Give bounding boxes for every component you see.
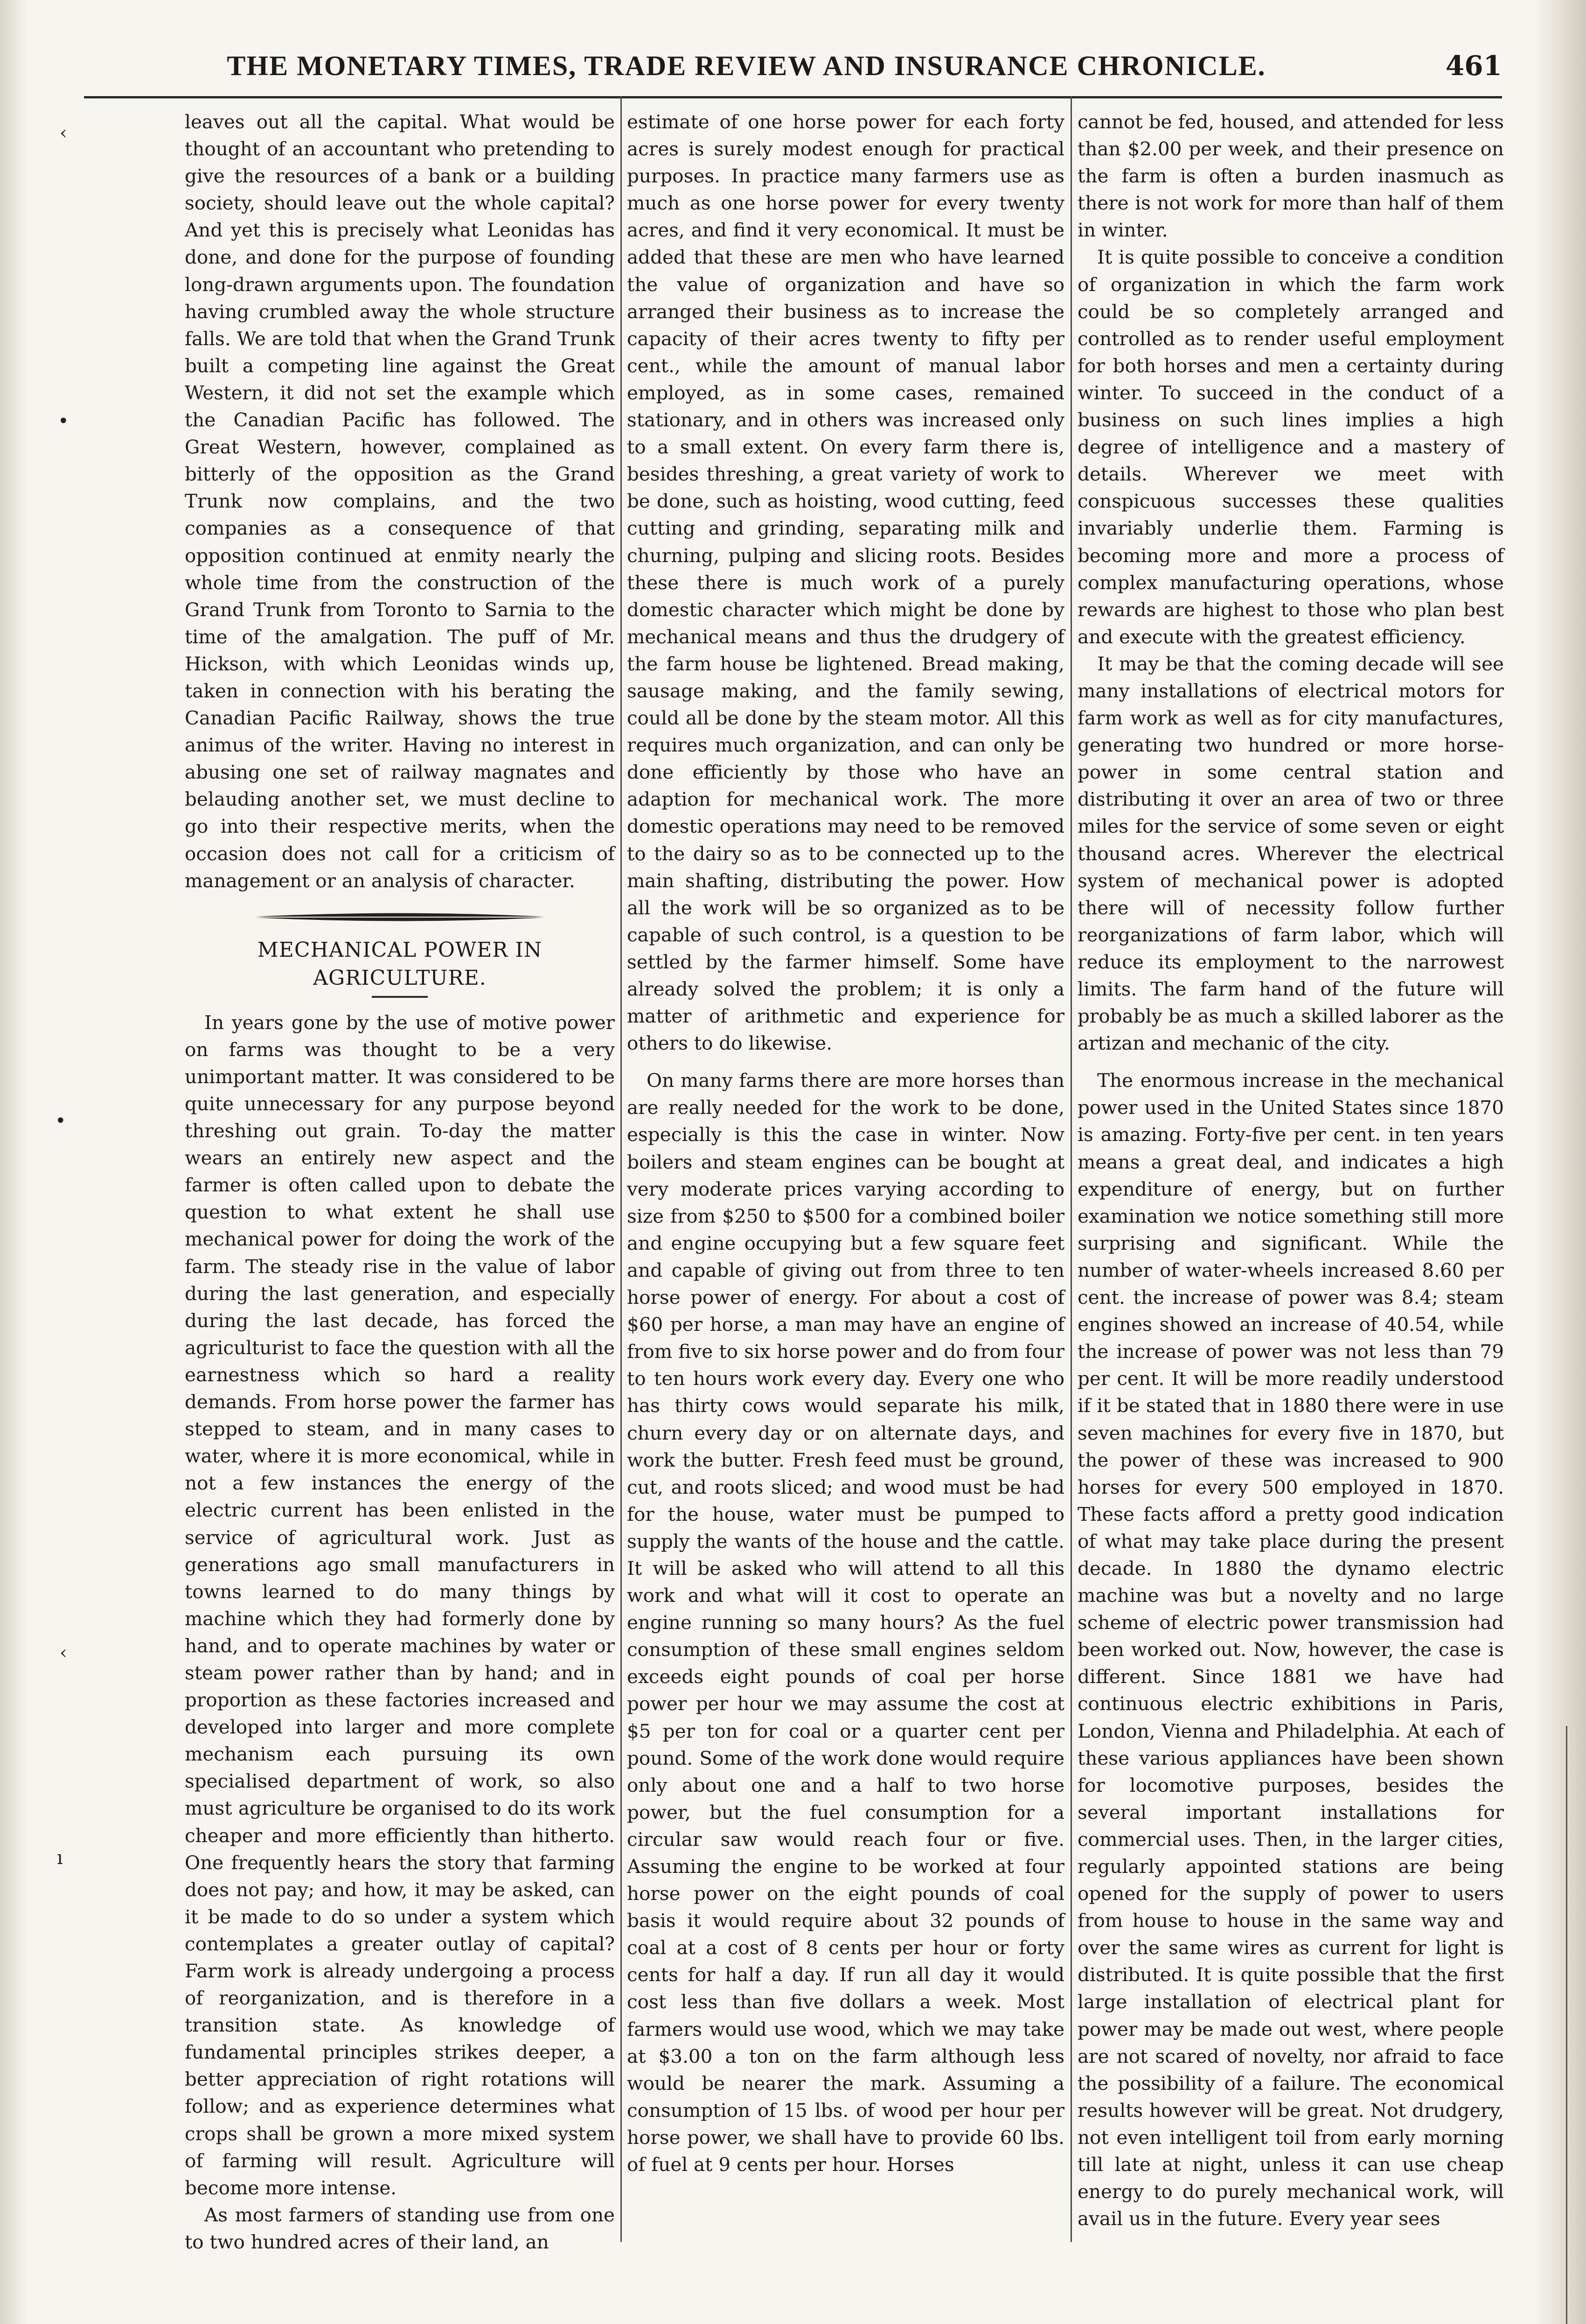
margin-tick: ‹ <box>60 122 67 144</box>
column-rule <box>1071 96 1072 2242</box>
heading-rule <box>372 996 428 998</box>
page-number: 461 <box>1445 50 1502 82</box>
page-binding-shadow <box>0 0 28 2324</box>
paragraph: As most farmers of standing use from one to two hundred acres of their land, an <box>185 2203 615 2253</box>
page-edge-line <box>1566 1726 1567 2324</box>
margin-tick: ‹ <box>60 1642 67 1663</box>
paragraph: It is quite possible to conceive a condition of organization in which the farm work could be so completely arranged and controlled as to render useful employment for both horses and men a certainty during winter. To succeed in the conduct of a business on such lines implies a high degree of intelligence and a mastery of details. Wherever we meet with conspicuous successes these qualities invariably underlie them. Farming is becoming more and more a process of complex manufacturing operations, whose rewards are highest to those who plan best and execute with the greatest efficiency. <box>1078 246 1504 648</box>
paragraph: It may be that the coming decade will see many installations of electrical motors for farm work as well as for city manufactures, generating two hundred or more horse-power in some central station and distributing it over an area of two or three miles for the service of some seven or eight thousand acres. Wherever the electrical system of mechanical power is adopted there will of necessity follow further reorganizations of farm labor, which will reduce its employment to the narrowest limits. The farm hand of the future will probably be as much a skilled laborer as the artizan and mechanic of the city. <box>1078 652 1504 1055</box>
margin-tick: ı <box>57 1847 63 1869</box>
margin-dot: • <box>58 411 69 432</box>
paragraph: In years gone by the use of motive power on farms was thought to be a very unimportant matter. It was considered to be quite unnecessary for any purpose beyond threshing out grain. To-day the matter wears an entirely new aspect and the farmer is often called upon to debate the question to what extent he shall use mechanical power for doing the work of the farm. The steady rise in the value of labor during the last generation, and especially during the last decade, has forced the agriculturist to face the question with all the earnestness which so hard a reality demands. From horse power the farmer has stepped to steam, and in many cases to water, where it is more economical, while in not a few instances the energy of the electric current has been enlisted in the service of agricultural work. Just as generations ago small manufacturers in towns learned to do many things by machine which they had formerly done by hand, and to operate machines by water or steam power rather than by hand; and in proportion as these factories increased and developed into larger and more complete mechanism each pursuing its own specialised department of work, so also must agriculture be organised to do its work cheaper and more efficiently than hitherto. One frequently hears the story that farming does not pay; and how, it may be asked, can it be made to do so under a system which contemplates a greater outlay of capital? Farm work is already undergoing a process of reorganization, and is therefore in a transition state. As knowledge of fundamental principles strikes deeper, a better appreciation of right rotations will follow; and as experience determines what crops shall be grown a more mixed system of farming will result. Agriculture will become more intense. <box>185 1011 615 2199</box>
paragraph: cannot be fed, housed, and attended for less than $2.00 per week, and their presence on the farm is often a burden inasmuch as there is not work for more than half of them in winter. <box>1078 111 1504 242</box>
paragraph: The enormous increase in the mechanical power used in the United States since 1870 is amazing. Forty-five per cent. in ten years means a great deal, and indicates a high expenditure of energy, but on further examination we notice something still more surprising and significant. While the number of water-wheels increased 8.60 per cent. the increase of power was 8.4; steam engines showed an increase of 40.54, while the increase of power was not less than 79 per cent. It will be more readily understood if it be stated that in 1880 there were in use seven machines for every five in 1870, but the power of these was increased to 900 horses for every 500 employed in 1870. These facts afford a pretty good indication of what may take place during the present decade. In 1880 the dynamo electric machine was but a novelty and no large scheme of electric power transmission had been worked out. Now, however, the case is different. Since 1881 we have had continuous electric exhibitions in Paris, London, Vienna and Philadelphia. At each of these various appliances have been shown for locomotive purposes, besides the several important installations for commercial uses. Then, in the larger cities, regularly appointed stations are being opened for the supply of power to users from house to house in the same way and over the same wires as current for light is distributed. It is quite possible that the first large installation of electrical plant for power may be made out west, where people are not scared of novelty, nor afraid to face the possibility of a failure. The economical results however will be great. Not drudgery, not even intelligent toil from early morning till late at night, unless it can use cheap energy to do purely mechanical work, will avail us in the future. Every year sees <box>1078 1069 1504 2230</box>
column-3 <box>1078 108 1504 2232</box>
column-2 <box>627 108 1064 2178</box>
page-edge-shadow <box>1535 0 1586 2324</box>
page-header <box>84 40 1502 98</box>
margin-dot: • <box>55 1110 66 1132</box>
running-title: THE MONETARY TIMES, TRADE REVIEW AND INSURANCE CHRONICLE. <box>227 50 1266 81</box>
paragraph: On many farms there are more horses than are really needed for the work to be done, especially is this the case in winter. Now boilers and steam engines can be bought at very moderate prices varying according to size from $250 to $500 for a combined boiler and engine occupying but a few square feet and capable of giving out from three to ten horse power of energy. For about a cost of $60 per horse, a man may have an engine of from five to six horse power and do from four to ten hours work every day. Every one who has thirty cows would separate his milk, churn every day or on alternate days, and work the butter. Fresh feed must be ground, cut, and roots sliced; and wood must be had for the house, water must be pumped to supply the wants of the house and the cattle. It will be asked who will attend to all this work and what will it cost to operate an engine running so many hours? As the fuel consumption of these small engines seldom exceeds eight pounds of coal per horse power per hour we may assume the cost at $5 per ton for coal or a quarter cent per pound. Some of the work done would require only about one and a half to two horse power, but the fuel consumption for a circular saw would reach four or five. Assuming the engine to be worked at four horse power on the eight pounds of coal basis it would require about 32 pounds of coal at a cost of 8 cents per hour or forty cents for half a day. If run all day it would cost less than five dollars a week. Most farmers would use wood, which we may take at $3.00 a ton on the farm although less would be nearer the mark. Assuming a consumption of 15 lbs. of wood per hour per horse power, we shall have to provide 60 lbs. of fuel at 9 cents per hour. Horses <box>627 1069 1064 2176</box>
ornamental-divider <box>237 910 563 924</box>
column-rule <box>620 96 622 2242</box>
paragraph: leaves out all the capital. What would be thought of an accountant who pretending to give the resources of a bank or a building society, should leave out the whole capital? And yet this is precisely what Leonidas has done, and done for the purpose of founding long-drawn arguments upon. The foundation having crumbled away the whole structure falls. We are told that when the Grand Trunk built a competing line against the Great Western, it did not set the example which the Canadian Pacific has followed. The Great Western, however, complained as bitterly of the opposition as the Grand Trunk now complains, and the two companies as a consequence of that opposition continued at enmity nearly the whole time from the construction of the Grand Trunk from Toronto to Sarnia to the time of the amalgation. The puff of Mr. Hickson, with which Leonidas winds up, taken in connection with his berating the Canadian Pacific Railway, shows the true animus of the writer. Having no interest in abusing one set of railway magnates and belauding another set, we must decline to go into their respective merits, when the occasion does not call for a criticism of management or an analysis of character. <box>185 111 615 892</box>
section-heading: MECHANICAL POWER IN AGRICULTURE. <box>257 938 543 990</box>
paragraph: estimate of one horse power for each forty acres is surely modest enough for practical purposes. In practice many farmers use as much as one horse power for every twenty acres, and find it very economical. It must be added that these are men who have learned the value of organization and have so arranged their business as to increase the capacity of their acres twenty to fifty per cent., while the amount of manual labor employed, as in some cases, remained stationary, and in others was increased only to a small extent. On every farm there is, besides threshing, a great variety of work to be done, such as hoisting, wood cutting, feed cutting and grinding, separating milk and churning, pulping and slicing roots. Besides these there is much work of a purely domestic character which might be done by mechanical means and thus the drudgery of the farm house be lightened. Bread making, sausage making, and the family sewing, could all be done by the steam motor. All this requires much organization, and can only be done efficiently by those who have an adaption for mechanical work. The more domestic operations may need to be removed to the dairy so as to be connected up to the main shafting, distributing the power. How all the work will be so organized as to be capable of such control, is a question to be settled by the farmer himself. Some have already solved the problem; it is only a matter of arithmetic and experience for others to do likewise. <box>627 111 1064 1055</box>
column-1 <box>185 108 615 2255</box>
